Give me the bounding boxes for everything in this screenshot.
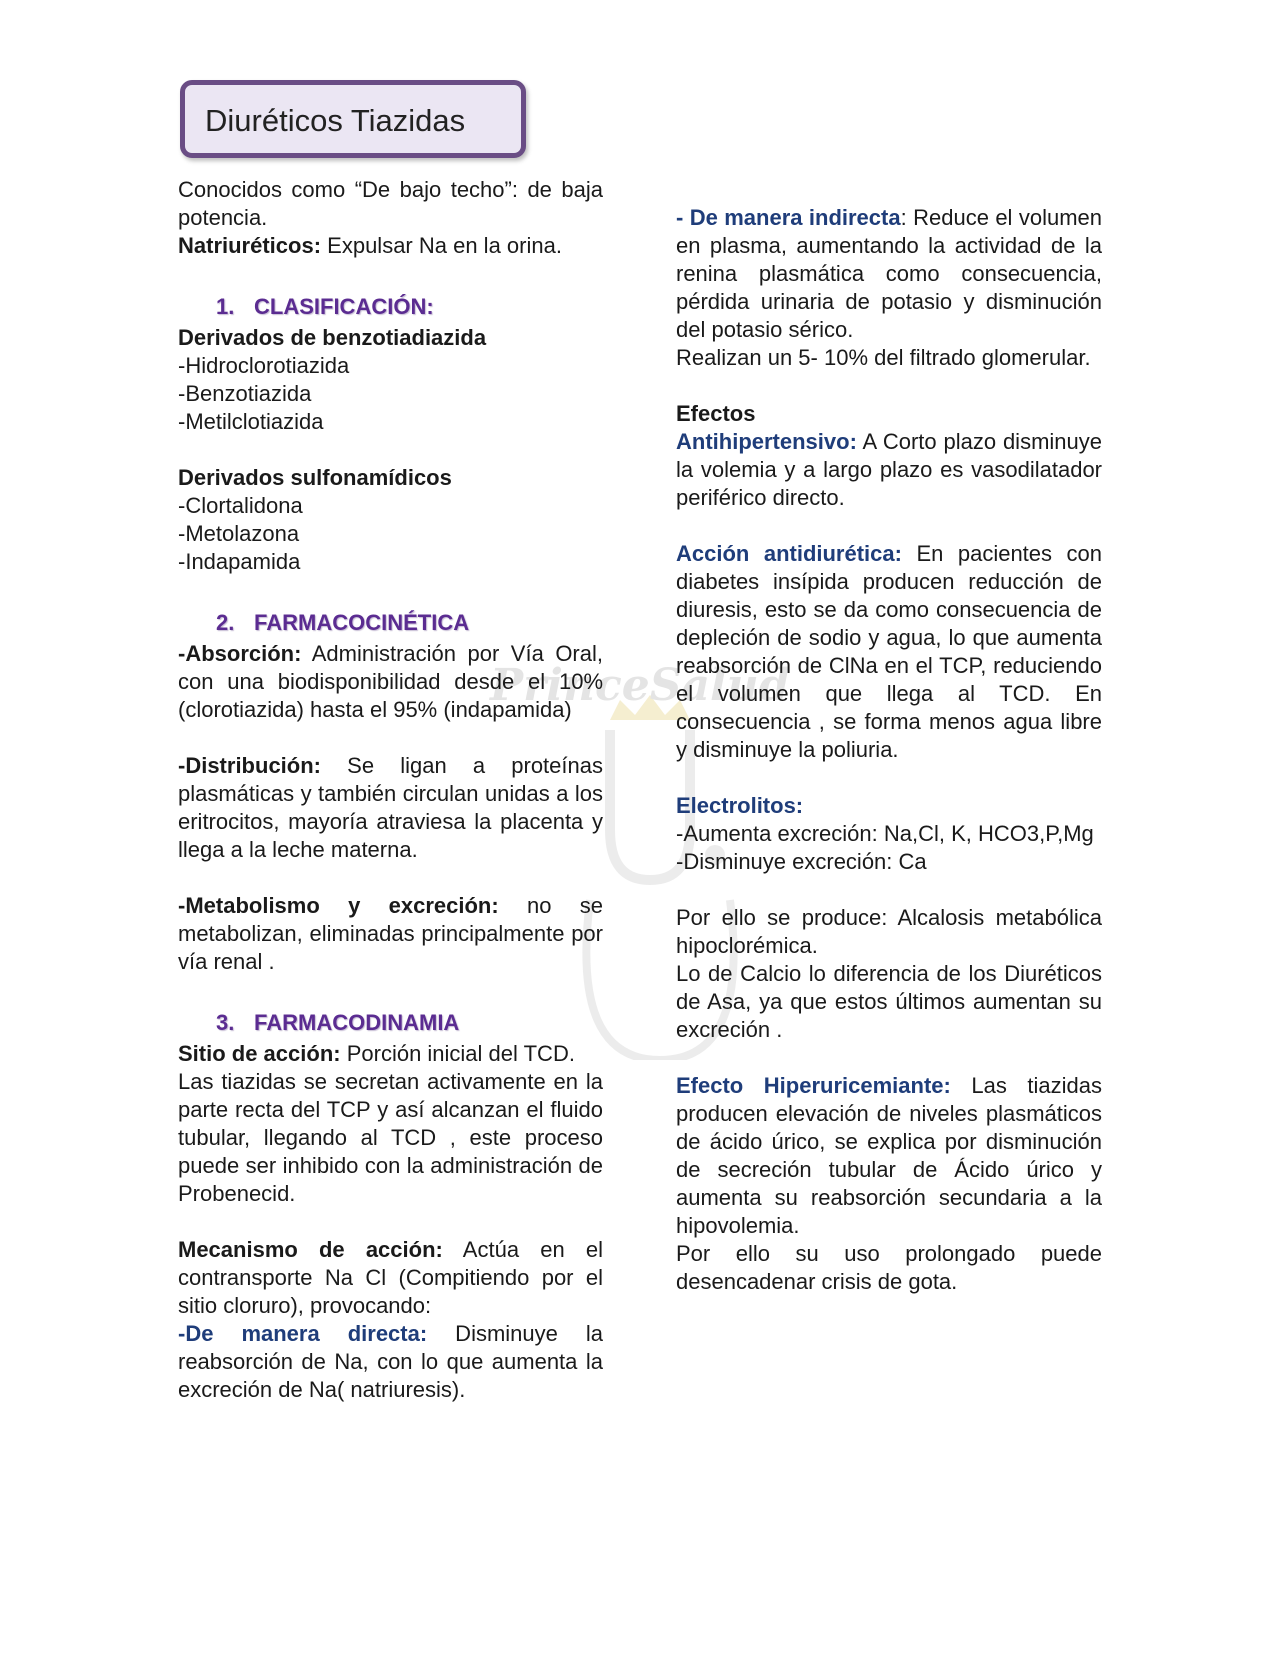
list-item: -Indapamida — [178, 549, 301, 574]
alcalosis-paragraph: Por ello se produce: Alcalosis metabólica hipoclorémica. — [676, 905, 1102, 958]
gota-paragraph: Por ello su uso prolongado puede desencadenar crisis de gota. — [676, 1241, 1102, 1294]
secrecion-paragraph: Las tiazidas se secretan activamente en la parte recta del TCP y así alcanzan el fluido tubular, llegando al TCD , este proceso puede ser inhibido con la administración de Probenecid. — [178, 1069, 603, 1206]
antihipertensivo-paragraph: Antihipertensivo: A Corto plazo disminuye la volemia y a largo plazo es vasodilatador periférico directo. — [676, 429, 1102, 510]
calcio-paragraph: Lo de Calcio lo diferencia de los Diuréticos de Asa, ya que estos últimos aumentan su excreción . — [676, 961, 1102, 1042]
natriureticos-label: Natriuréticos: — [178, 233, 322, 258]
distribucion-paragraph: -Distribución: Se ligan a proteínas plasmáticas y también circulan unidas a los eritrocitos, mayoría atraviesa la placenta y llega a la leche materna. — [178, 753, 603, 862]
right-column — [676, 148, 1102, 1296]
list-item: -Clortalidona — [178, 493, 303, 518]
heading-farmacocinetica: 2. FARMACOCINÉTICA — [216, 610, 470, 635]
mecanismo-paragraph: Mecanismo de acción: Actúa en el contransporte Na Cl (Compitiendo por el sitio cloruro), provocando: — [178, 1237, 603, 1318]
natriureticos-text: Expulsar Na en la orina. — [321, 233, 562, 258]
group-sulfonamidicos-title: Derivados sulfonamídicos — [178, 465, 452, 490]
heading-clasificacion: 1. CLASIFICACIÓN: — [216, 294, 434, 319]
left-column — [178, 176, 603, 1404]
list-item: -Metolazona — [178, 521, 300, 546]
sitio-accion-paragraph: Sitio de acción: Porción inicial del TCD. — [178, 1041, 575, 1066]
metabolismo-paragraph: -Metabolismo y excreción: no se metabolizan, eliminadas principalmente por vía renal . — [178, 893, 603, 974]
antidiuretica-paragraph: Acción antidiurética: En pacientes con diabetes insípida producen reducción de diuresis, esto se da como consecuencia de depleción de sodio y agua, lo que aumenta reabsorción de ClNa en el TCP, reduciendo el volumen que llega al TCD. En consecuencia , se forma menos agua libre y disminuye la poliuria. — [676, 541, 1102, 762]
list-item: -Benzotiazida — [178, 381, 312, 406]
efectos-title: Efectos — [676, 401, 756, 426]
natriureticos-line — [178, 232, 603, 260]
list-item: -Hidroclorotiazida — [178, 353, 350, 378]
list-item: -Metilclotiazida — [178, 409, 324, 434]
electrolitos-title: Electrolitos: — [676, 793, 804, 818]
watermark-text: PrinceSalud — [490, 660, 790, 711]
directa-paragraph: -De manera directa: Disminuye la reabsorción de Na, con lo que aumenta la excreción de Na( natriuresis). — [178, 1321, 603, 1402]
hiperuricemiante-paragraph: Efecto Hiperuricemiante: Las tiazidas producen elevación de niveles plasmáticos de ácido úrico, se explica por disminución de secreción tubular de Ácido úrico y aumenta su reabsorción secundaria a la hipovolemia. — [676, 1073, 1102, 1238]
indirecta-paragraph: - De manera indirecta: Reduce el volumen en plasma, aumentando la actividad de la renina plasmática como consecuencia, pérdida urinaria de potasio y disminución del potasio sérico. — [676, 205, 1102, 342]
intro-text: Conocidos como “De bajo techo”: de baja potencia. — [178, 177, 603, 230]
filtrado-paragraph: Realizan un 5- 10% del filtrado glomerular. — [676, 345, 1091, 370]
title-box — [180, 80, 526, 158]
heading-farmacodinamia: 3. FARMACODINAMIA — [216, 1010, 460, 1035]
electrolitos-disminuye: -Disminuye excreción: Ca — [676, 849, 927, 874]
page-title: Diuréticos Tiazidas — [205, 103, 466, 138]
absorcion-paragraph: -Absorción: Administración por Vía Oral, con una biodisponibilidad desde el 10% (clorotiazida) hasta el 95% (indapamida) — [178, 641, 603, 722]
group-benzotiadiazida-title: Derivados de benzotiadiazida — [178, 325, 487, 350]
electrolitos-aumenta: -Aumenta excreción: Na,Cl, K, HCO3,P,Mg — [676, 821, 1094, 846]
